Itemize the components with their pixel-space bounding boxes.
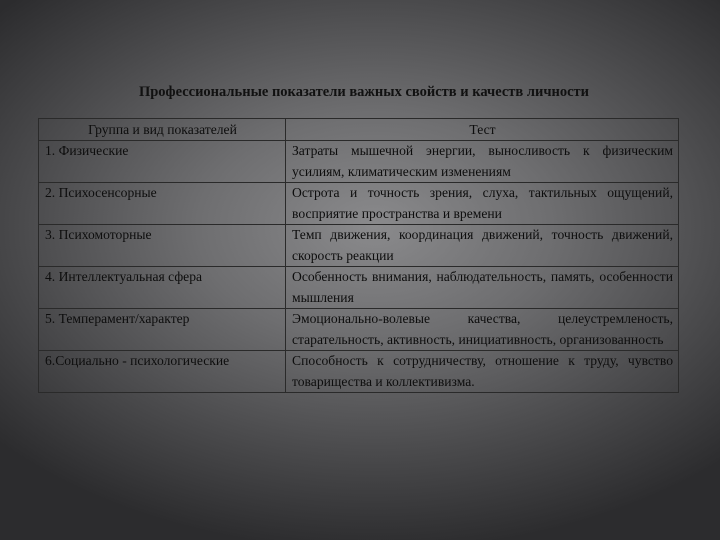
- table-row: [39, 141, 679, 183]
- table-row: [39, 267, 679, 309]
- group-cell: 3. Психомоторные: [39, 225, 286, 267]
- table-row: [39, 309, 679, 351]
- page-title: Профессиональные показатели важных свойств и качеств личности: [138, 84, 590, 100]
- group-cell: 5. Темперамент/характер: [39, 309, 286, 351]
- table-row: [39, 225, 679, 267]
- group-cell: 4. Интеллектуальная сфера: [39, 267, 286, 309]
- group-cell: 6.Социально - психологические: [39, 351, 286, 393]
- header-group: Группа и вид показателей: [39, 119, 286, 141]
- header-test: Тест: [286, 119, 679, 141]
- table-row: [39, 183, 679, 225]
- test-cell: Острота и точность зрения, слуха, тактильных ощущений, восприятие пространства и времени: [286, 183, 679, 225]
- test-cell: Эмоционально-волевые качества, целеустремленость, старательность, активность, инициативность, организованность: [286, 309, 679, 351]
- group-cell: 2. Психосенсорные: [39, 183, 286, 225]
- test-cell: Затраты мышечной энергии, выносливость к физическим усилиям, климатическим изменениям: [286, 141, 679, 183]
- test-cell: Темп движения, координация движений, точность движений, скорость реакции: [286, 225, 679, 267]
- test-cell: Особенность внимания, наблюдательность, память, особенности мышления: [286, 267, 679, 309]
- table-header-row: [39, 119, 679, 141]
- properties-table: [38, 118, 679, 393]
- table-row: [39, 351, 679, 393]
- group-cell: 1. Физические: [39, 141, 286, 183]
- test-cell: Способность к сотрудничеству, отношение к труду, чувство товарищества и коллективизма.: [286, 351, 679, 393]
